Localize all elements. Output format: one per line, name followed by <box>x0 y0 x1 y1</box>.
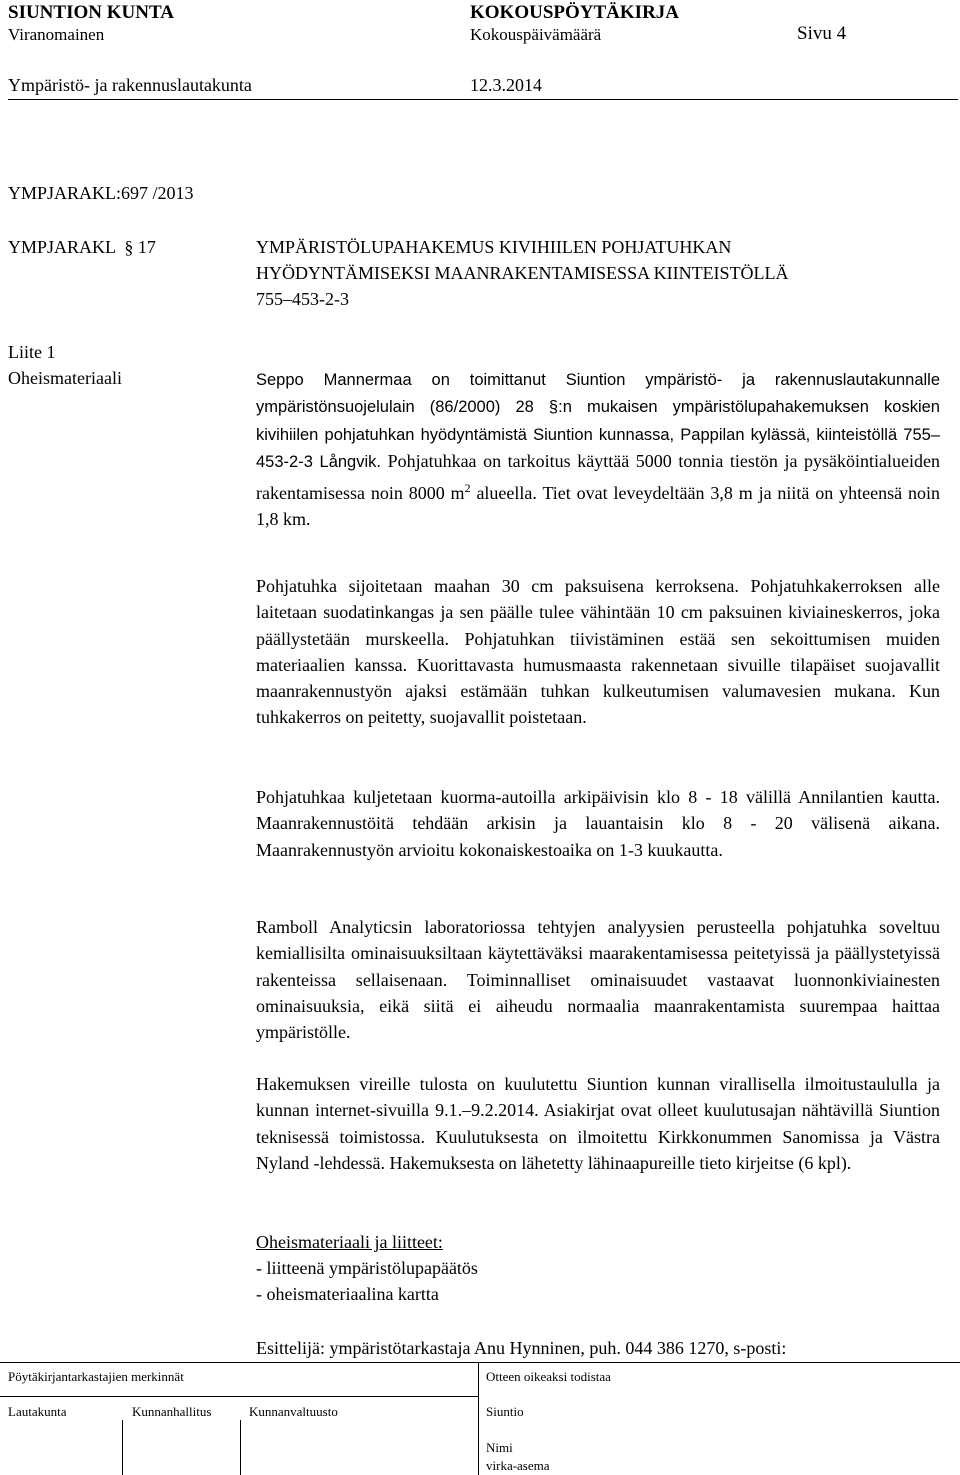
authority-label: Viranomainen <box>8 25 105 44</box>
attachment-label: Liite 1 <box>8 342 56 362</box>
case-title-line-3: 755–453-2-3 <box>256 289 349 309</box>
attachment-item-1: - liitteenä ympäristölupapäätös <box>256 1258 478 1278</box>
footer-position-label: virka-asema <box>486 1458 550 1473</box>
transport-text: Pohjatuhkaa kuljetetaan kuorma-autoilla arkipäivisin klo 8 - 18 välillä Annilantien kautta. Maanrakennustöitä tehdään arkisin ja lauantaisin klo 8 - 20 välisenä aikana. Maanrakennustyön arvioitu kokonaiskestoaika on 1-3 kuukautta. <box>256 787 940 860</box>
footer-col-government: Kunnanhallitus <box>132 1404 212 1419</box>
authority-name: Ympäristö- ja rakennuslautakunta <box>8 75 252 95</box>
footer-divider-2 <box>240 1420 241 1475</box>
footer-col-board: Lautakunta <box>8 1404 67 1419</box>
case-title-line-1: YMPÄRISTÖLUPAHAKEMUS KIVIHIILEN POHJATUHKAN <box>256 237 732 257</box>
footer-divider-1 <box>122 1420 123 1475</box>
paragraph-analysis <box>256 914 940 1045</box>
attachment-item-2: - oheismateriaalina kartta <box>256 1284 439 1304</box>
paragraph-announcement <box>256 1071 940 1176</box>
certification-label: Otteen oikeaksi todistaa <box>486 1369 611 1384</box>
case-title <box>256 234 789 312</box>
footer-col-council: Kunnanvaltuusto <box>249 1404 338 1419</box>
appendix-label: Oheismateriaali <box>8 368 122 388</box>
section-number: YMPJARAKL § 17 <box>8 237 156 257</box>
document-type: KOKOUSPÖYTÄKIRJA <box>470 2 680 23</box>
reviewers-label: Pöytäkirjantarkastajien merkinnät <box>8 1369 184 1384</box>
footer-center-divider <box>478 1362 479 1475</box>
construction-text: Pohjatuhka sijoitetaan maahan 30 cm paksuisena kerroksena. Pohjatuhkakerroksen alle laitetaan suodatinkangas ja sen päälle tulee vähintään 10 cm paksuinen kiviaineskerros, joka päällystetään murskeella. Pohjatuhkan tiivistäminen estää sen sekoittumisen muiden materiaalien kanssa. Kuorittavasta humusmaasta rakennetaan sivuille tilapäiset suojavallit maanrakennustyön ajaksi estämään tuhkan kulkeutumisen valumavesien mukana. Kun tuhkakerros on peitetty, suojavallit poistetaan. <box>256 576 940 728</box>
meeting-date: 12.3.2014 <box>470 75 542 95</box>
presenter-line: Esittelijä: ympäristötarkastaja Anu Hynninen, puh. 044 386 1270, s-posti: <box>256 1338 787 1358</box>
area-unit-superscript: 2 <box>464 481 471 496</box>
case-reference: YMPJARAKL:697 /2013 <box>8 183 194 203</box>
usage-text-a: Pohjatuhkaa on tarkoitus käyttää 5000 tonnia tiestön ja pysäköintialueiden rakentamisessa noin 8000 m <box>256 450 940 504</box>
announcement-text: Hakemuksen vireille tulosta on kuulutettu Siuntion kunnan virallisella ilmoitustaululla ja kunnan internet-sivuilla 9.1.–9.2.2014. Asiakirjat ovat olleet kuulutusajan nähtävillä Siuntion teknisessä toimistossa. Kuulutuksesta on ilmoitettu Kirkkonummen Sanomissa ja Västra Nyland -lehdessä. Hakemuksesta on lähetetty lähinaapureille tieto kirjeitse (6 kpl). <box>256 1074 940 1173</box>
usage-text-b: alueella. Tiet ovat leveydeltään 3,8 m ja niitä on yhteensä noin 1,8 km. <box>256 483 940 530</box>
analysis-text: Ramboll Analyticsin laboratoriossa tehtyjen analyysien perusteella pohjatuhka soveltuu kemiallisilta ominaisuuksiltaan käytettäväksi maarakentamisessa peitetyissä ja päällystetyissä rakenteissa sellaisenaan. Toiminnalliset ominaisuudet vastaavat luonnonkiviainesten ominaisuuksia, eikä siitä ei aiheudu normaalia maanrakentamista suurempaa haittaa ympäristölle. <box>256 917 940 1043</box>
attachments-heading: Oheismateriaali ja liitteet: <box>256 1232 443 1252</box>
footer-table <box>0 1362 960 1475</box>
application-summary: Seppo Mannermaa on toimittanut Siuntion ympäristö- ja rakennuslautakunnalle ympäristönsuojelulain (86/2000) 28 §:n mukaisen ympäristölupahakemuksen koskien kivihiilen pohjatuhkan hyödyntämistä Siuntion kunnassa, Pappilan kylässä, kiinteistöllä 755–453-2-3 Långvik. <box>256 371 940 471</box>
paragraph-transport <box>256 784 940 863</box>
footer-left-mid-border <box>0 1396 478 1397</box>
footer-top-border <box>0 1362 960 1363</box>
meeting-date-label: Kokouspäivämäärä <box>470 25 602 44</box>
municipality-name: SIUNTION KUNTA <box>8 2 174 23</box>
page-number: Sivu 4 <box>797 23 847 44</box>
paragraph-construction <box>256 573 940 731</box>
footer-name-label: Nimi <box>486 1440 513 1455</box>
header-divider <box>8 99 958 100</box>
case-title-line-2: HYÖDYNTÄMISEKSI MAANRAKENTAMISESSA KIINTEISTÖLLÄ <box>256 263 789 283</box>
footer-place: Siuntio <box>486 1404 524 1419</box>
paragraph-application <box>256 366 940 533</box>
